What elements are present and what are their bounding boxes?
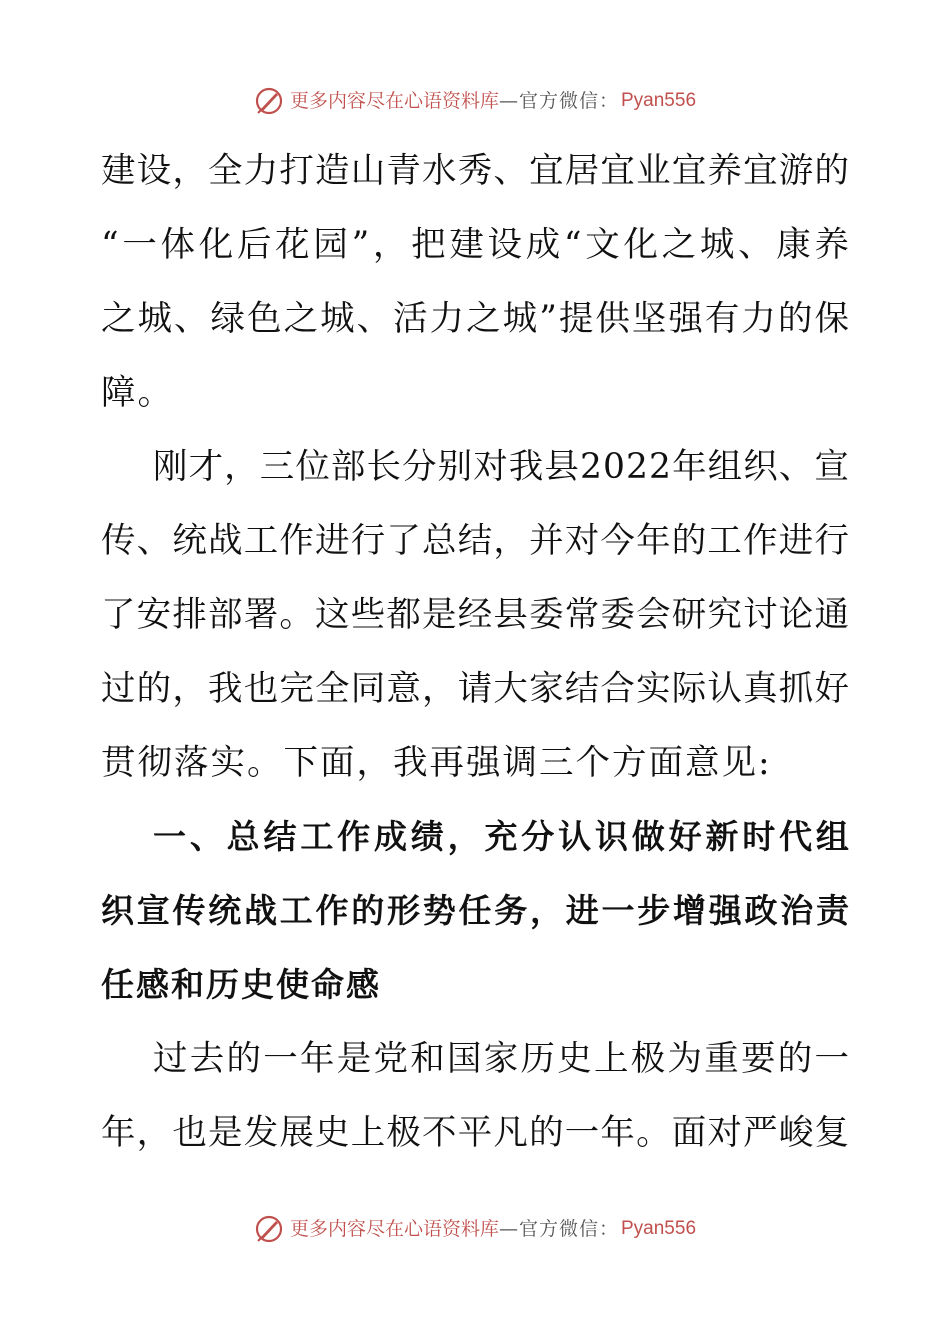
watermark-wechat-id: Pyan556	[621, 1218, 697, 1239]
watermark-library-name: 更多内容尽在心语资料库	[289, 90, 499, 112]
paragraph-line: 之 城 、 绿 色 之 城 、 活 力 之 城 ” 提 供 坚 强 有 力 的 保	[101, 299, 849, 339]
paragraph-line: 刚 才 ， 三 位 部 长 分 别 对 我 县 2 0 2 2 年 组 织 、 宣	[153, 447, 849, 487]
quill-logo-icon	[254, 1214, 284, 1244]
document-body	[101, 134, 849, 1170]
page-footer-watermark	[0, 1214, 950, 1244]
paragraph-line: 过 的 ， 我 也 完 全 同 意 ， 请 大 家 结 合 实 际 认 真 抓 好	[101, 669, 849, 709]
paragraph-line: 贯彻落实。下面，我再强调三个方面意见:	[101, 743, 772, 783]
paragraph-line: 建 设 ， 全 力 打 造 山 青 水 秀 、 宜 居 宜 业 宜 养 宜 游 的	[101, 151, 849, 191]
watermark-wechat-label: —官方微信：	[498, 90, 619, 112]
paragraph-line: 过 去 的 一 年 是 党 和 国 家 历 史 上 极 为 重 要 的 一	[153, 1039, 849, 1079]
section-heading-line: 织 宣 传 统 战 工 作 的 形 势 任 务 ， 进 一 步 增 强 政 治 责	[101, 891, 849, 930]
watermark-wechat-label: —官方微信：	[498, 1218, 619, 1240]
section-heading-line: 任感和历史使命感	[101, 965, 381, 1004]
paragraph-line: 了 安 排 部 署 。 这 些 都 是 经 县 委 常 委 会 研 究 讨 论 通	[101, 595, 849, 635]
quill-logo-icon	[254, 86, 284, 116]
section-heading-line: 一 、 总 结 工 作 成 绩 ， 充 分 认 识 做 好 新 时 代 组	[153, 817, 849, 856]
paragraph-line: “ 一 体 化 后 花 园 ” ， 把 建 设 成 “ 文 化 之 城 、 康 养	[101, 225, 849, 265]
paragraph-line: 年 ， 也 是 发 展 史 上 极 不 平 凡 的 一 年 。 面 对 严 峻 复	[101, 1113, 849, 1153]
paragraph-line: 传 、 统 战 工 作 进 行 了 总 结 ， 并 对 今 年 的 工 作 进 行	[101, 521, 849, 561]
watermark-library-name: 更多内容尽在心语资料库	[289, 1218, 499, 1240]
watermark-wechat-id: Pyan556	[621, 90, 697, 111]
paragraph-line: 障。	[101, 373, 174, 413]
page-header-watermark	[0, 86, 950, 116]
